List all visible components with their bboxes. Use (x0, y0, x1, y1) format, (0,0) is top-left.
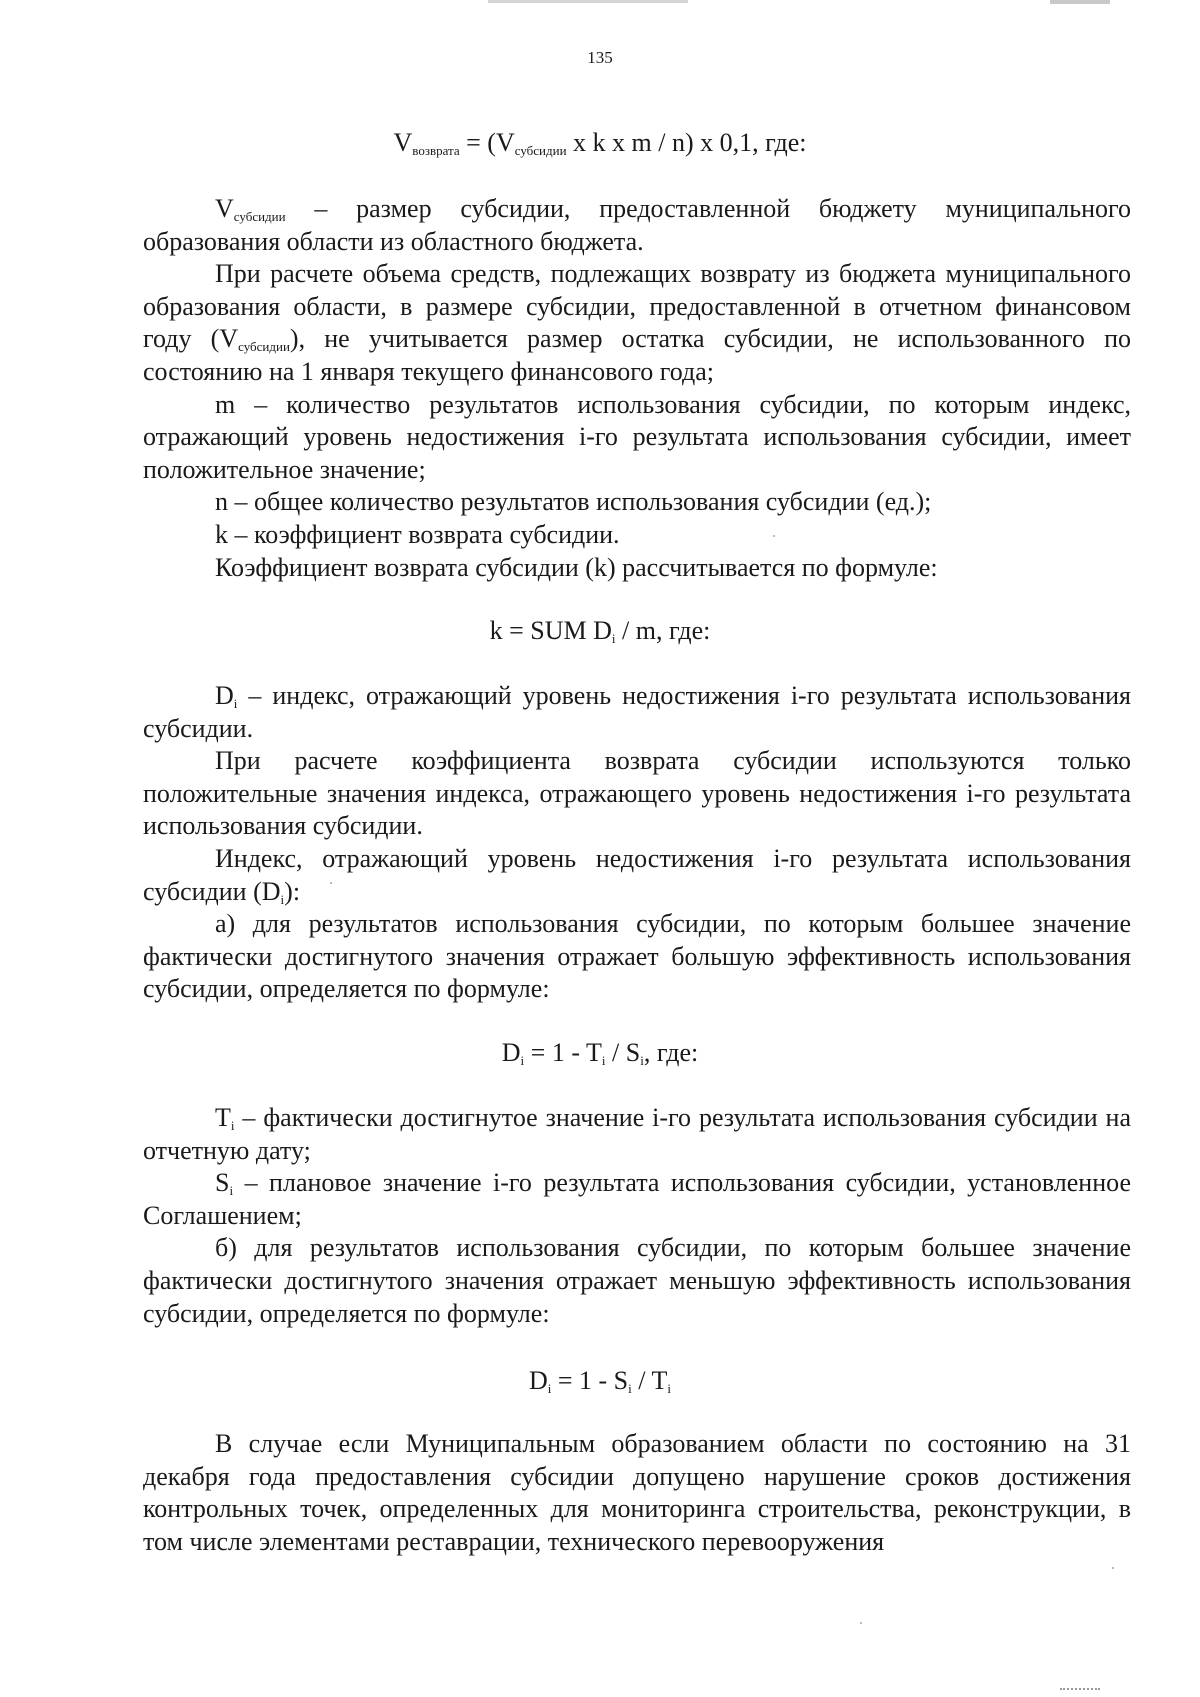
scan-artifact (860, 1622, 862, 1624)
scan-artifact (330, 882, 332, 884)
paragraph: k – коэффициент возврата субсидии. (215, 519, 620, 549)
scan-artifact (773, 535, 775, 537)
paragraph: m – количество результатов использования субсидии, по которым индекс, отражающий уровень недостижения i-го результата использования субсидии, имеет положительное значение; (143, 389, 1131, 484)
paragraph: При расчете коэффициента возврата субсидии используются только положительные значения индекса, отражающего уровень недостижения i-го результата использования субсидии. (143, 746, 1131, 841)
scan-artifact (488, 0, 688, 3)
paragraph: При расчете объема средств, подлежащих возврату из бюджета муниципального образования области, в размере субсидии, предоставленной в отчетном финансовом году $(V_{субсидии})$, не учитывается размер остатка субсидии, не использованного по состоянию на 1 января текущего финансового года; (143, 259, 1131, 386)
scan-artifact (1060, 1688, 1100, 1694)
paragraph: $S_i$ – плановое значение i-го результата использования субсидии, установленное Соглашением; (143, 1168, 1131, 1230)
formula-v-return: $V_{возврата} = (V_{субсидии}$ x k x m / n) x 0,1, где: (393, 128, 807, 158)
scan-artifact (1112, 1567, 1114, 1569)
paragraph: б) для результатов использования субсидии, по которым большее значение фактически достигнутого значения отражает меньшую эффективность использования субсидии, определяется по формуле: (143, 1233, 1131, 1328)
paragraph: В случае если Муниципальным образованием области по состоянию на 31 декабря года предоставления субсидии допущено нарушение сроков достижения контрольных точек, определенных для мониторинга строительства, реконструкции, в том числе элементами реставрации, технического перевооружения (143, 1429, 1131, 1556)
paragraph: Коэффициент возврата субсидии (k) рассчитывается по формуле: (215, 552, 938, 582)
paragraph: Индекс, отражающий уровень недостижения i-го результата использования субсидии $(D_i)$: (143, 843, 1131, 907)
text-block-index (143, 680, 1131, 1006)
scan-artifact (1050, 0, 1110, 4)
text-block-variables (143, 193, 1131, 584)
formula-di-b: $D_i = 1 - S_i / T_i$ (528, 1366, 672, 1396)
paragraph: $T_i$ – фактически достигнутое значение i-го результата использования субсидии на отчетную дату; (143, 1103, 1131, 1165)
paragraph: а) для результатов использования субсидии, по которым большее значение фактически достигнутого значения отражает большую эффективность использования субсидии, определяется по формуле: (143, 909, 1131, 1004)
formula-di-a: $D_i = 1 - T_i / S_i$, где: (501, 1038, 699, 1068)
paragraph: n – общее количество результатов использования субсидии (ед.); (215, 487, 932, 517)
text-block-violation (143, 1428, 1131, 1558)
formula-k: k = SUM $D_i$ / m, где: (489, 616, 711, 646)
text-block-ti-si (143, 1102, 1131, 1330)
paragraph: $D_i$ – индекс, отражающий уровень недостижения i-го результата использования субсидии. (143, 681, 1131, 743)
paragraph: $V_{субсидии}$ – размер субсидии, предоставленной бюджету муниципального образования области из областного бюджета. (143, 194, 1131, 256)
page-number: 135 (587, 48, 613, 67)
